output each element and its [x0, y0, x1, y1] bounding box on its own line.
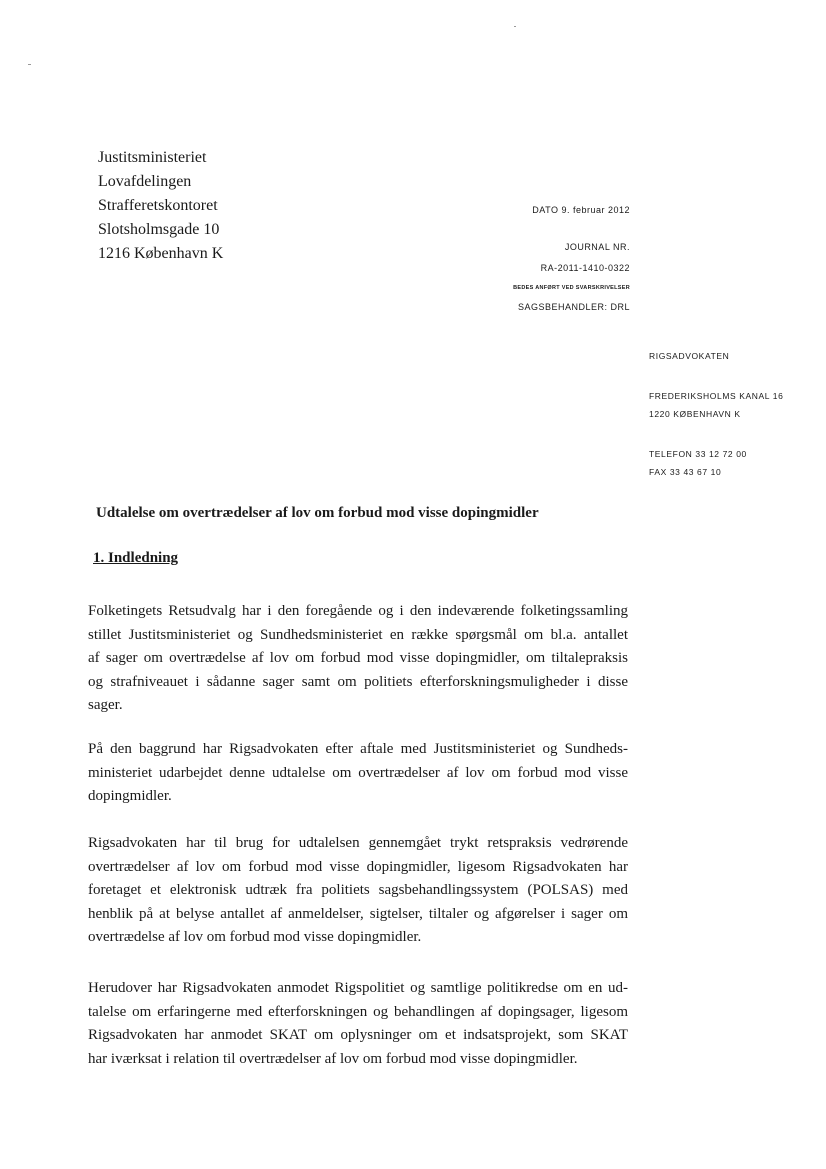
- recipient-line: Lovafdelingen: [98, 173, 192, 190]
- body-paragraph: [88, 832, 628, 950]
- paragraph-line: Rigsadvokaten har anmodet SKAT om oplysninger om et indsatsprojekt, som SKAT: [88, 1027, 628, 1043]
- body-paragraph: [88, 738, 628, 809]
- sender-city: 1220 KØBENHAVN K: [649, 409, 741, 419]
- journal-label: JOURNAL NR.: [564, 242, 630, 252]
- case-handler: SAGSBEHANDLER: DRL: [517, 302, 630, 312]
- recipient-address: [98, 146, 223, 266]
- sender-name: RIGSADVOKATEN: [649, 351, 730, 361]
- sender-fax: FAX 33 43 67 10: [649, 467, 722, 477]
- paragraph-line: stillet Justitsministeriet og Sundhedsministeriet en række spørgsmål om bl.a. antallet: [88, 626, 628, 643]
- paragraph-line: dopingmidler.: [88, 788, 172, 804]
- paragraph-line: har iværksat i relation til overtrædelser af lov om forbud mod visse dopingmidler.: [88, 1050, 578, 1067]
- paragraph-line: henblik på at belyse antallet af anmeldelser, sigtelser, tiltaler og afgørelser i sager om: [88, 905, 628, 922]
- paragraph-line: sager.: [88, 697, 123, 713]
- paragraph-line: talelse om erfaringerne med efterforskningen og behandlingen af dopingsager, ligesom: [88, 1003, 628, 1020]
- paragraph-line: overtrædelser af lov om forbud mod visse dopingmidler, ligesom Rigsadvokaten har: [88, 858, 628, 875]
- document-heading: Udtalelse om overtrædelser af lov om forbud mod visse dopingmidler: [96, 505, 539, 521]
- sender-phone: TELEFON 33 12 72 00: [649, 449, 747, 459]
- recipient-line: Slotsholmsgade 10: [98, 221, 220, 238]
- paragraph-line: På den baggrund har Rigsadvokaten efter aftale med Justitsministeriet og Sundheds-: [88, 741, 628, 757]
- body-paragraph: [88, 977, 628, 1071]
- paragraph-line: Rigsadvokaten har til brug for udtalelsen gennemgået trykt retspraksis vedrørende: [88, 835, 628, 851]
- paragraph-line: foretaget et elektronisk udtræk fra politiets sagsbehandlingssystem (POLSAS) med: [88, 882, 628, 898]
- recipient-line: 1216 København K: [98, 245, 224, 262]
- scan-speck: [28, 64, 31, 65]
- journal-number: RA-2011-1410-0322: [540, 263, 630, 273]
- paragraph-line: af sager om overtrædelse af lov om forbud mod visse dopingmidler, om tiltalepraksis: [88, 650, 628, 666]
- reference-note: BEDES ANFØRT VED SVARSKRIVELSER: [513, 285, 630, 291]
- sender-street: FREDERIKSHOLMS KANAL 16: [649, 391, 784, 401]
- paragraph-line: og strafniveauet i sådanne sager samt om politiets efterforskningsmuligheder i disse: [88, 673, 628, 690]
- paragraph-line: overtrædelse af lov om forbud mod visse dopingmidler.: [88, 929, 422, 945]
- scan-speck: [514, 26, 516, 27]
- date-field: DATO 9. februar 2012: [532, 205, 630, 215]
- paragraph-line: Herudover har Rigsadvokaten anmodet Rigspolitiet og samtlige politikredse om en ud-: [88, 980, 628, 996]
- paragraph-line: ministeriet udarbejdet denne udtalelse om overtrædelser af lov om forbud mod visse: [88, 764, 628, 781]
- section-title: 1. Indledning: [93, 550, 179, 566]
- body-paragraph: [88, 600, 628, 718]
- recipient-line: Justitsministeriet: [98, 149, 207, 166]
- paragraph-line: Folketingets Retsudvalg har i den foregående og i den indeværende folketingssamling: [88, 603, 628, 619]
- recipient-line: Strafferetskontoret: [98, 197, 218, 214]
